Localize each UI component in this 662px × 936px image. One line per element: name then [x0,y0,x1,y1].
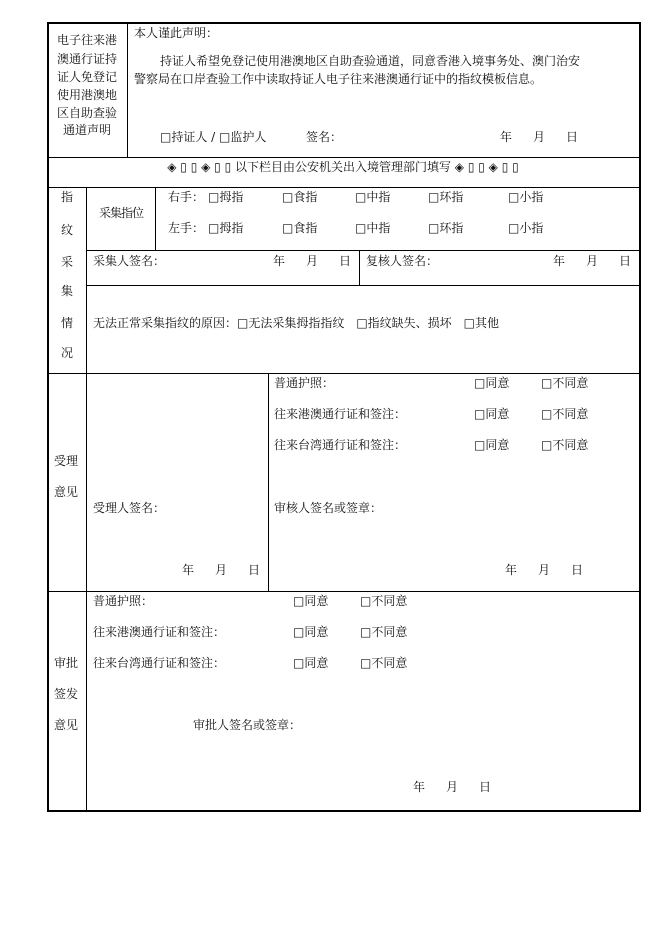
disagree-checkbox[interactable]: □不同意 [360,656,408,670]
date-field: 年 月 日 [182,563,261,577]
left-hand-label: 左手： [168,221,205,235]
fingerprint-label: 情 [60,316,73,330]
item-hk-macau-permit: 往来港澳通行证和签注： [274,407,407,421]
disagree-checkbox[interactable]: □不同意 [360,594,408,608]
declaration-label: 通道声明 [62,123,111,137]
left-little-checkbox[interactable]: □小指 [508,221,544,235]
approval-label: 意见 [54,718,79,732]
fingerprint-label: 集 [60,284,73,298]
fingerprint-label: 纹 [60,223,73,237]
approver-sign-label: 审批人签名或签章： [193,718,302,732]
approval-label: 签发 [54,687,79,701]
item-taiwan-permit: 往来台湾通行证和签注： [93,656,226,670]
fingerprint-label: 指 [60,190,73,204]
signer-checkboxes[interactable]: □持证人 / □监护人 [160,130,267,144]
acceptor-sign-label: 受理人签名： [93,501,166,515]
approval-label: 审批 [54,656,79,670]
disagree-checkbox[interactable]: □不同意 [541,407,589,421]
item-passport: 普通护照： [274,376,335,390]
declaration-text: 警察局在口岸查验工作中读取持证人电子往来港澳通行证中的指纹模板信息。 [134,72,543,86]
left-index-checkbox[interactable]: □食指 [282,221,318,235]
declaration-label: 使用港澳地 [56,88,117,102]
divider [47,591,639,592]
declaration-title: 本人谨此声明： [134,26,219,40]
right-ring-checkbox[interactable]: □环指 [428,190,464,204]
left-ring-checkbox[interactable]: □环指 [428,221,464,235]
agree-checkbox[interactable]: □同意 [293,625,329,639]
reviewer-sign-label: 复核人签名： [366,254,439,268]
divider [87,285,639,286]
divider [127,22,128,157]
date-field: 年 月 日 [273,254,352,268]
fingerprint-label: 采 [60,255,73,269]
declaration-label: 电子往来港 [56,33,117,47]
divider [268,373,269,591]
date-field: 年 月 日 [413,780,492,794]
divider [47,373,639,374]
right-thumb-checkbox[interactable]: □拇指 [208,190,244,204]
declaration-label: 区自助查验 [56,106,117,120]
fingerprint-label: 况 [60,346,73,360]
declaration-label: 澳通行证持 [56,52,117,66]
right-index-checkbox[interactable]: □食指 [282,190,318,204]
sign-label: 签名： [306,130,343,144]
agree-checkbox[interactable]: □同意 [293,656,329,670]
section-header: ◈ ▯ ▯ ◈ ▯ ▯ 以下栏目由公安机关出入境管理部门填写 ◈ ▯ ▯ ◈ ▯ ▯ [167,160,519,174]
collection-failure-reasons[interactable]: 无法正常采集指纹的原因：□无法采集拇指指纹 □指纹缺失、损坏 □其他 [93,316,500,330]
date-field: 年 月 日 [505,563,584,577]
item-taiwan-permit: 往来台湾通行证和签注： [274,438,407,452]
disagree-checkbox[interactable]: □不同意 [360,625,408,639]
item-passport: 普通护照： [93,594,154,608]
date-field: 年 月 日 [500,130,579,144]
disagree-checkbox[interactable]: □不同意 [541,376,589,390]
right-middle-checkbox[interactable]: □中指 [355,190,391,204]
finger-position-label: 采集指位 [98,206,143,220]
right-hand-label: 右手： [168,190,205,204]
disagree-checkbox[interactable]: □不同意 [541,438,589,452]
collector-sign-label: 采集人签名： [93,254,166,268]
agree-checkbox[interactable]: □同意 [293,594,329,608]
acceptance-label: 意见 [54,485,79,499]
divider [47,157,639,158]
date-field: 年 月 日 [553,254,632,268]
divider [87,250,639,251]
left-middle-checkbox[interactable]: □中指 [355,221,391,235]
auditor-sign-label: 审核人签名或签章： [274,501,383,515]
left-thumb-checkbox[interactable]: □拇指 [208,221,244,235]
divider [155,187,156,250]
right-little-checkbox[interactable]: □小指 [508,190,544,204]
divider [86,187,87,810]
declaration-label: 证人免登记 [56,70,117,84]
item-hk-macau-permit: 往来港澳通行证和签注： [93,625,226,639]
declaration-text: 持证人希望免登记使用港澳地区自助查验通道，同意香港入境事务处、澳门治安 [160,54,581,68]
agree-checkbox[interactable]: □同意 [474,438,510,452]
divider [47,187,639,188]
agree-checkbox[interactable]: □同意 [474,376,510,390]
agree-checkbox[interactable]: □同意 [474,407,510,421]
acceptance-label: 受理 [54,454,79,468]
